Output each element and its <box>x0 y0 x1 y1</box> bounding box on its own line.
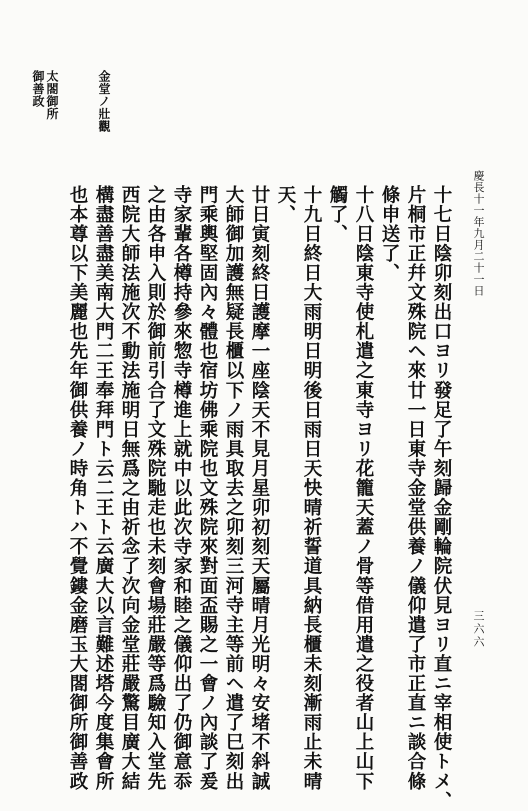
text-line: 十七日陰卯刻出口ヨリ發足了午刻歸金剛輪院伏見ヨリ直ニ宰相使トメ、 <box>431 185 452 811</box>
text-line: 構盡善盡美南大門二王奉拜門ト云二王ト云廣大以言難述塔今度集會所 <box>93 185 114 792</box>
text-line: 大師御加護無疑長櫃以下ノ雨具取去之卯刻三河寺主等前ヘ遣了巳刻出 <box>223 185 244 792</box>
text-line: 觸了、 <box>327 185 348 244</box>
text-line: 寺家輩各樽持參來惣寺樽進上就中以此次寺家和睦之儀仰出了仍御意忝 <box>171 185 192 792</box>
margin-note: 御善政 <box>31 70 45 108</box>
page-number: 三六六 <box>472 610 485 649</box>
margin-note: 金堂ノ壯觀 <box>97 70 111 133</box>
text-line: 十九日終日大雨明日明後日雨日天快晴祈誓道具納長櫃未刻漸雨止未晴 <box>301 185 322 792</box>
margin-note: 太閤御所 <box>45 70 59 120</box>
text-line: 也本尊以下美麗也先年御供養ノ時角トハ不覺鏤金磨玉大閤御所御善政 <box>67 185 88 792</box>
text-line: 門乘輿堅固內々體也宿坊佛乘院也文殊院來對面盃賜之一會ノ內談了爰 <box>197 185 218 792</box>
running-header-date: 慶長十一年九月二十一日 <box>472 170 485 297</box>
text-line: 之由各申入則於御前引合了文殊院馳走也未刻會場莊嚴等爲驗知入堂先 <box>145 185 166 792</box>
text-line: 條申送了、 <box>379 185 400 283</box>
text-line: 西院大師法施次不動法施明日無爲之由祈念了次向金堂莊嚴驚目廣大結 <box>119 185 140 792</box>
text-line: 廿日寅刻終日護摩一座陰天不見月星卯初刻天屬晴月光明々安堵不斜誠 <box>249 185 270 792</box>
text-line: 天、 <box>275 185 296 225</box>
text-line: 片桐市正幷文殊院ヘ來廿一日東寺金堂供養ノ儀仰遣了市正直ニ談合條 <box>405 185 426 792</box>
text-line: 十八日陰東寺使札遣之東寺ヨリ花籠天蓋ノ骨等借用遣之役者山上山下 <box>353 185 374 792</box>
